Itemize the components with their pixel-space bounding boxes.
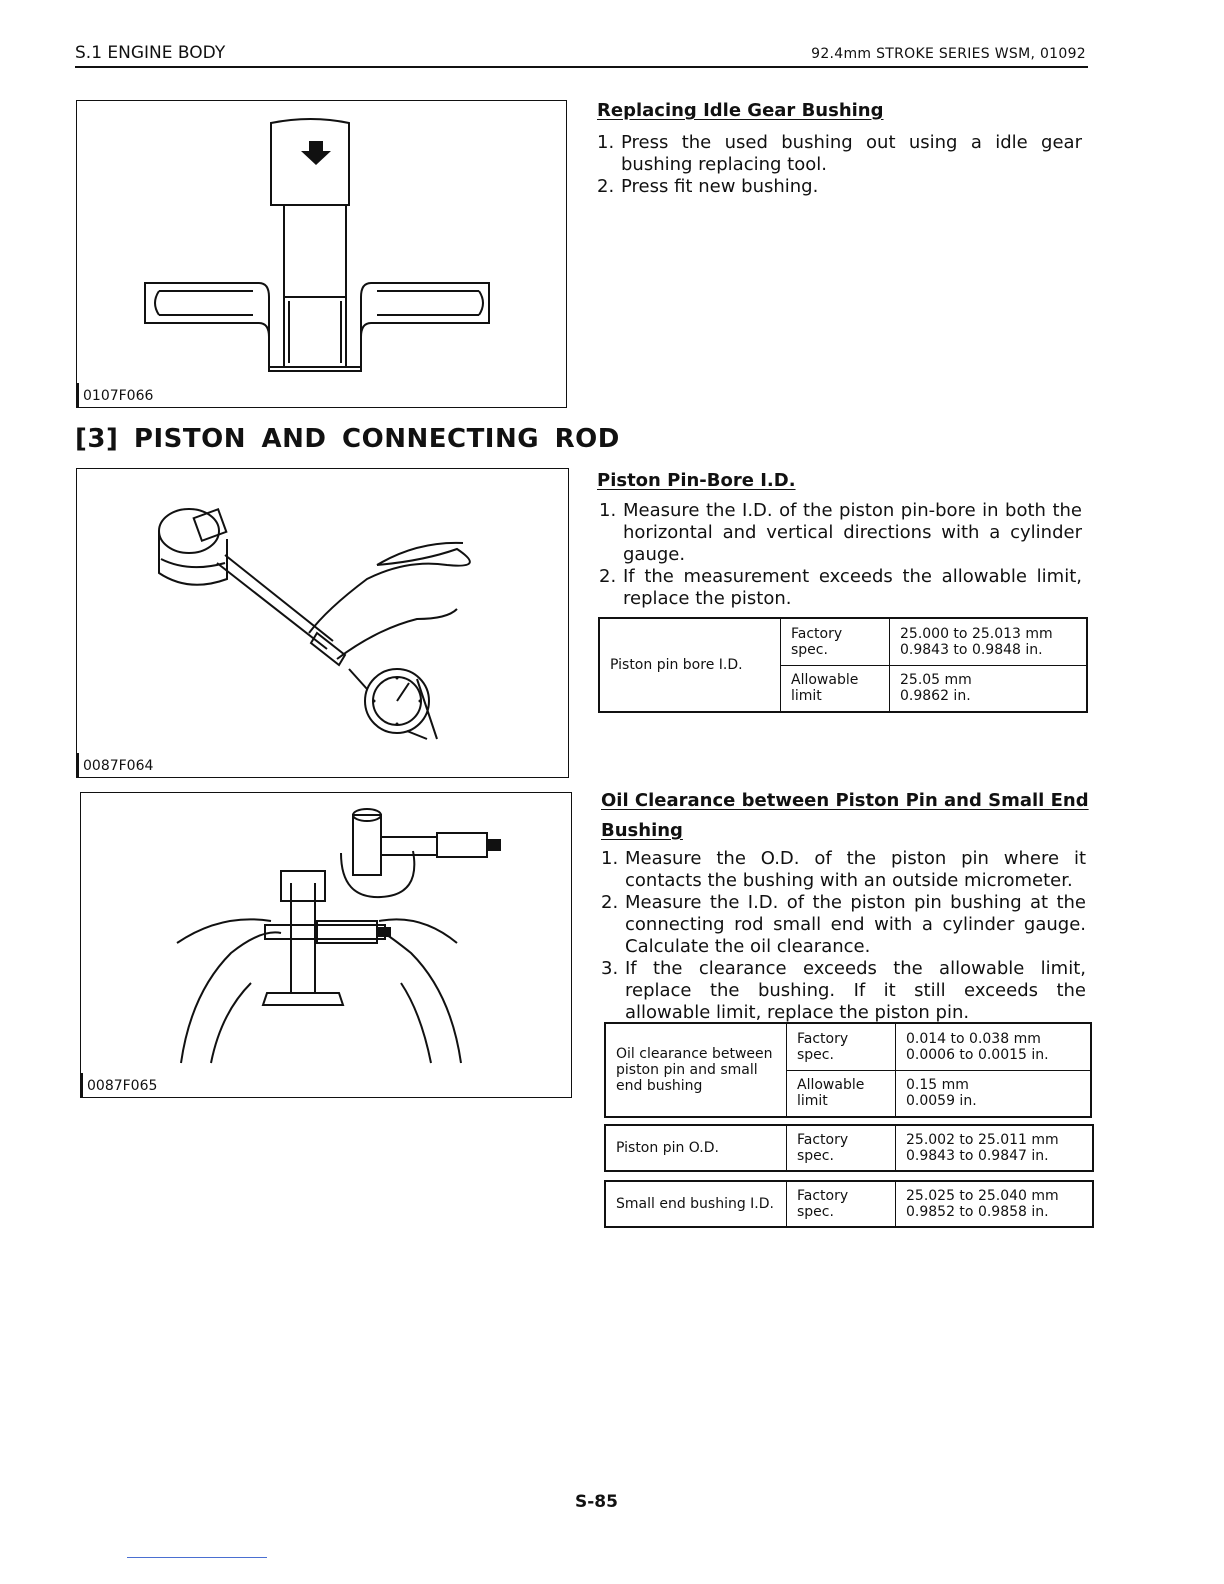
spec-label: Allowable limit: [787, 1070, 896, 1117]
oil-clearance-steps: [601, 848, 1086, 1024]
pin-bore-spec-table: [598, 617, 1088, 713]
page-number: S-85: [575, 1492, 618, 1512]
footer-line: [127, 1557, 267, 1558]
list-item: 2. Measure the I.D. of the piston pin bushing at the connecting rod small end with a cylinder gauge. Calculate the oil clearance.: [601, 892, 1086, 957]
list-item: 1. Press the used bushing out using a idle gear bushing replacing tool.: [597, 132, 1082, 175]
figure-piston-gauge: [76, 468, 569, 778]
spec-value: 25.000 to 25.013 mm 0.9843 to 0.9848 in.: [890, 618, 1088, 665]
list-item: 2. Press fit new bushing.: [597, 176, 819, 197]
spec-item: Piston pin O.D.: [605, 1125, 787, 1171]
spec-label: Factory spec.: [781, 618, 890, 665]
spec-item: Oil clearance between piston pin and small end bushing: [605, 1023, 787, 1117]
spec-value: 25.002 to 25.011 mm 0.9843 to 0.9847 in.: [896, 1125, 1094, 1171]
list-item: 2. If the measurement exceeds the allowable limit, replace the piston.: [599, 566, 1082, 609]
section-title: [3] PISTON AND CONNECTING ROD: [75, 424, 620, 454]
idle-gear-steps: [597, 132, 1082, 198]
spec-value: 0.014 to 0.038 mm 0.0006 to 0.0015 in.: [896, 1023, 1092, 1070]
figure-code: 0087F064: [83, 758, 154, 774]
spec-item: Piston pin bore I.D.: [599, 618, 781, 712]
spec-value: 25.025 to 25.040 mm 0.9852 to 0.9858 in.: [896, 1181, 1094, 1227]
spec-label: Allowable limit: [781, 665, 890, 712]
bushing-press-tool-icon: [77, 101, 565, 406]
figure-code: 0107F066: [83, 388, 154, 404]
spec-value: 25.05 mm 0.9862 in.: [890, 665, 1088, 712]
cylinder-gauge-piston-icon: [77, 469, 567, 776]
figure-code: 0087F065: [87, 1078, 158, 1094]
figure-micrometer-rod: [80, 792, 572, 1098]
oil-clearance-title-2: Bushing: [601, 820, 683, 841]
spec-label: Factory spec.: [787, 1181, 896, 1227]
spec-label: Factory spec.: [787, 1023, 896, 1070]
figure-bushing-press: [76, 100, 567, 408]
header-series: 92.4mm STROKE SERIES WSM, 01092: [811, 46, 1086, 62]
pin-bore-title: Piston Pin-Bore I.D.: [597, 470, 796, 491]
oil-clearance-title: Oil Clearance between Piston Pin and Small End: [601, 790, 1089, 811]
spec-item: Small end bushing I.D.: [605, 1181, 787, 1227]
pin-bore-steps: [599, 500, 1082, 610]
list-item: 3. If the clearance exceeds the allowable limit, replace the bushing. If it still exceeds the allowable limit, replace the piston pin.: [601, 958, 1086, 1023]
idle-gear-title: Replacing Idle Gear Bushing: [597, 100, 884, 121]
oil-clearance-spec-table: [604, 1022, 1092, 1118]
list-item: 1. Measure the O.D. of the piston pin where it contacts the bushing with an outside micrometer.: [601, 848, 1086, 891]
micrometer-connecting-rod-icon: [81, 793, 570, 1096]
list-item: 1. Measure the I.D. of the piston pin-bore in both the horizontal and vertical directions with a cylinder gauge.: [599, 500, 1082, 565]
spec-value: 0.15 mm 0.0059 in.: [896, 1070, 1092, 1117]
small-end-bushing-table: [604, 1180, 1094, 1228]
spec-label: Factory spec.: [787, 1125, 896, 1171]
piston-pin-od-table: [604, 1124, 1094, 1172]
header-rule: [75, 66, 1088, 68]
header-section: S.1 ENGINE BODY: [75, 43, 226, 63]
